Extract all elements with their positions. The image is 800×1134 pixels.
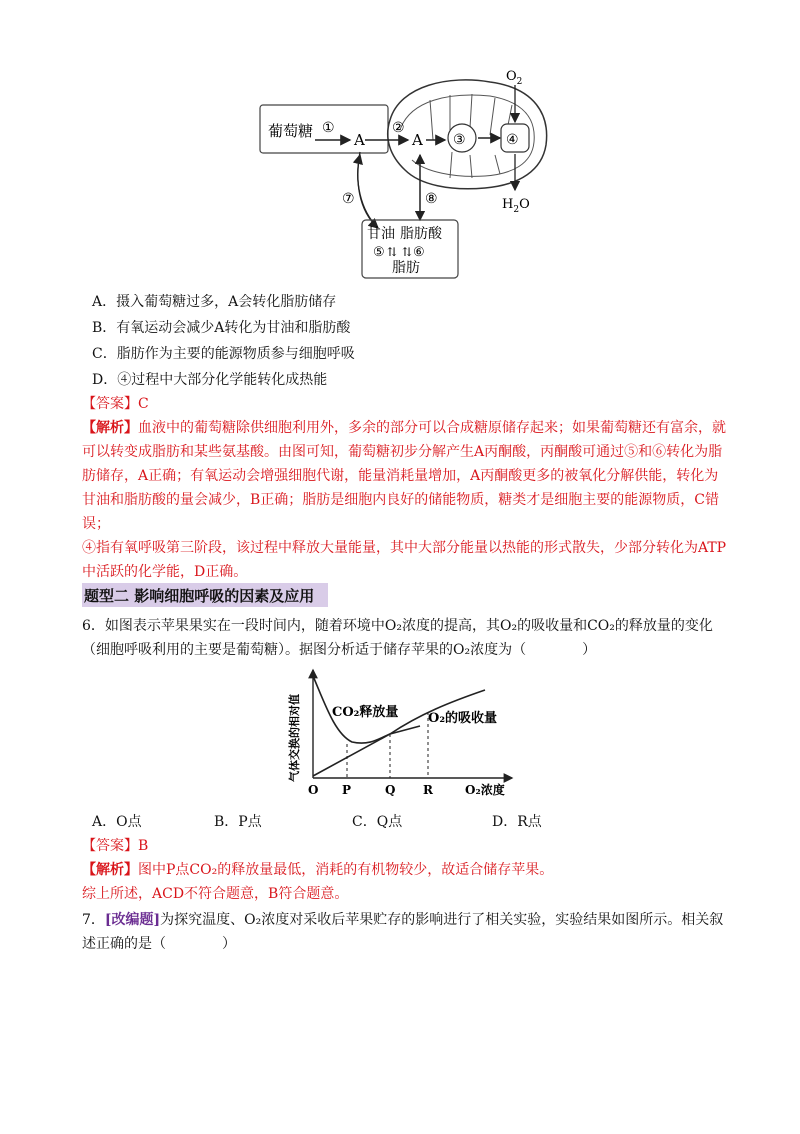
q5-analysis-line6: ④指有氧呼吸第三阶段，该过程中释放大量能量，其中大部分能量以热能的形式散失，少部分转化为ATP	[82, 540, 727, 556]
o2-uptake-curve	[313, 690, 485, 776]
q6-option-a: A．O点	[92, 814, 142, 830]
q6-option-b: B．P点	[214, 814, 262, 830]
step-8-label: ⑧	[425, 191, 438, 207]
svg-text:⇅: ⇅	[387, 245, 398, 259]
svg-text:⇅: ⇅	[402, 245, 413, 259]
step-4-label: ④	[506, 132, 519, 148]
q5-analysis-line2: 可以转变成脂肪和某些氨基酸。由图可知，葡萄糖初步分解产生A丙酮酸，丙酮酸可通过⑤和⑥转化为脂	[82, 444, 723, 460]
section-heading	[82, 583, 328, 607]
q5-option-c: C．脂肪作为主要的能源物质参与细胞呼吸	[92, 346, 355, 362]
tick-q: Q	[385, 783, 396, 797]
step-3-label: ③	[453, 132, 466, 148]
tick-r: R	[423, 783, 433, 797]
tick-o: O	[308, 783, 319, 797]
q6-answer: 【答案】B	[82, 838, 149, 854]
q7-stem-line1: 7．[改编题]为探究温度、O₂浓度对采收后苹果贮存的影响进行了相关实验，实验结果如图所示。相关叙	[82, 912, 724, 928]
q7-tag: [改编题]	[104, 912, 161, 928]
q5-analysis-line5: 误；	[82, 516, 110, 532]
o2-label: $O_2$	[506, 69, 523, 87]
fat-label: 脂肪	[392, 260, 420, 276]
step-2-label: ②	[392, 120, 405, 136]
q5-analysis-line4: 甘油和脂肪酸的量会减少，B正确；脂肪是细胞内良好的储能物质，糖类才是细胞主要的能源物质，C错	[82, 492, 719, 508]
node-a-mito: A	[412, 131, 423, 149]
h2o-label: $H_2O$	[502, 197, 530, 215]
q6-option-c: C．Q点	[352, 814, 403, 830]
co2-series-label: CO₂释放量	[332, 705, 399, 720]
q6-analysis-tag: 【解析】	[82, 862, 138, 878]
glucose-label: 葡萄糖	[268, 122, 314, 140]
step-1-label: ①	[322, 120, 335, 136]
q6-stem-line1: 6．如图表示苹果果实在一段时间内，随着环境中O₂浓度的提高，其O₂的吸收量和CO₂的释放量的变化	[82, 618, 713, 634]
q5-analysis-line7: 中活跃的化学能，D正确。	[82, 564, 248, 580]
q7-stem-line2: 述正确的是（ ）	[82, 936, 236, 952]
y-axis-label: 气体交换的相对值	[288, 694, 301, 782]
q5-answer: 【答案】C	[82, 396, 149, 412]
q5-option-a: A．摄入葡萄糖过多，A会转化脂肪储存	[92, 294, 337, 310]
step-6-label: ⑥	[413, 245, 425, 260]
fattyacid-label: 脂肪酸	[400, 226, 442, 242]
arrow-7	[358, 152, 378, 228]
q6-option-d: D．R点	[492, 814, 542, 830]
q5-analysis-line1: 【解析】血液中的葡萄糖除供细胞利用外，多余的部分可以合成糖原储存起来；如果葡萄糖还有富余，就	[82, 420, 726, 436]
glycerol-label: 甘油	[367, 226, 395, 242]
q6-analysis-line2: 综上所述，ACD不符合题意，B符合题意。	[82, 886, 349, 902]
q5-analysis-line3: 肪储存，A正确；有氧运动会增强细胞代谢，能量消耗量增加，A丙酮酸更多的被氧化分解供能，转化为	[82, 468, 719, 484]
gas-exchange-chart	[280, 664, 520, 804]
step-7-label: ⑦	[342, 191, 355, 207]
section-title: 题型二 影响细胞呼吸的因素及应用	[84, 587, 315, 605]
x-axis-label: O₂浓度	[465, 783, 505, 797]
q5-option-b: B．有氧运动会减少A转化为甘油和脂肪酸	[92, 320, 351, 336]
q6-stem-line2: （细胞呼吸利用的主要是葡萄糖）。据图分析适于储存苹果的O₂浓度为（ ）	[82, 642, 597, 658]
q6-analysis-line1: 【解析】图中P点CO₂的释放量最低，消耗的有机物较少，故适合储存苹果。	[82, 862, 554, 878]
tick-p: P	[342, 783, 352, 797]
step-5-label: ⑤	[373, 245, 385, 260]
q5-option-d: D．④过程中大部分化学能转化成热能	[92, 372, 328, 388]
o2-series-label: O₂的吸收量	[428, 711, 498, 726]
q5-analysis-tag: 【解析】	[82, 420, 138, 436]
metabolism-diagram	[250, 60, 560, 285]
node-a-cytosol: A	[354, 131, 365, 149]
